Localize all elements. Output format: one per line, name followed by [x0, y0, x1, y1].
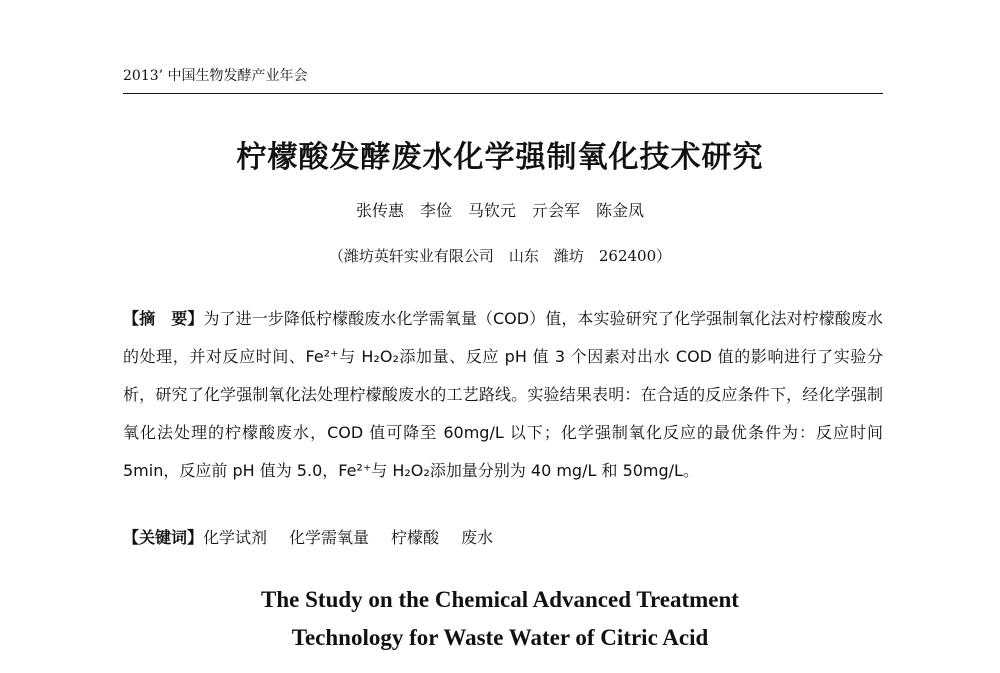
english-title-line1: The Study on the Chemical Advanced Treatment — [261, 587, 739, 612]
keyword: 柠檬酸 — [391, 528, 440, 547]
authors: 张传惠 李俭 马钦元 亓会军 陈金凤 — [355, 201, 644, 220]
english-title — [0, 581, 1000, 657]
journal-header: 2013’ 中国生物发酵产业年会 — [123, 68, 308, 84]
abstract-text: 为了进一步降低柠檬酸废水化学需氧量（COD）值，本实验研究了化学强制氧化法对柠檬酸废水的处理，并对反应时间、Fe²⁺与 H₂O₂添加量、反应 pH 值 3 个因素对出水 COD 值的影响进行了实验分析，研究了化学强制氧化法处理柠檬酸废水的工艺路线。实验结果表明：在合适的反应条件下，经化学强制氧化法处理的柠檬酸废水，COD 值可降至 60mg/L 以下；化学强制氧化反应的最优条件为：反应时间 5min，反应前 pH 值为 5.0，Fe²⁺与 H₂O₂添加量分别为 40 mg/L 和 50mg/L。 — [123, 309, 883, 480]
paper-title: 柠檬酸发酵废水化学强制氧化技术研究 — [236, 140, 764, 175]
keywords — [123, 524, 883, 552]
abstract-label: 【摘 要】 — [123, 309, 204, 328]
english-title-line2: Technology for Waste Water of Citric Acid — [291, 625, 709, 650]
abstract — [123, 300, 883, 490]
keyword: 化学试剂 — [203, 528, 268, 547]
keyword: 化学需氧量 — [289, 528, 370, 547]
keyword: 废水 — [461, 528, 494, 547]
keywords-label: 【关键词】 — [123, 528, 204, 547]
affiliation: （潍坊英轩实业有限公司 山东 潍坊 262400） — [328, 247, 672, 265]
header-rule — [123, 93, 883, 94]
